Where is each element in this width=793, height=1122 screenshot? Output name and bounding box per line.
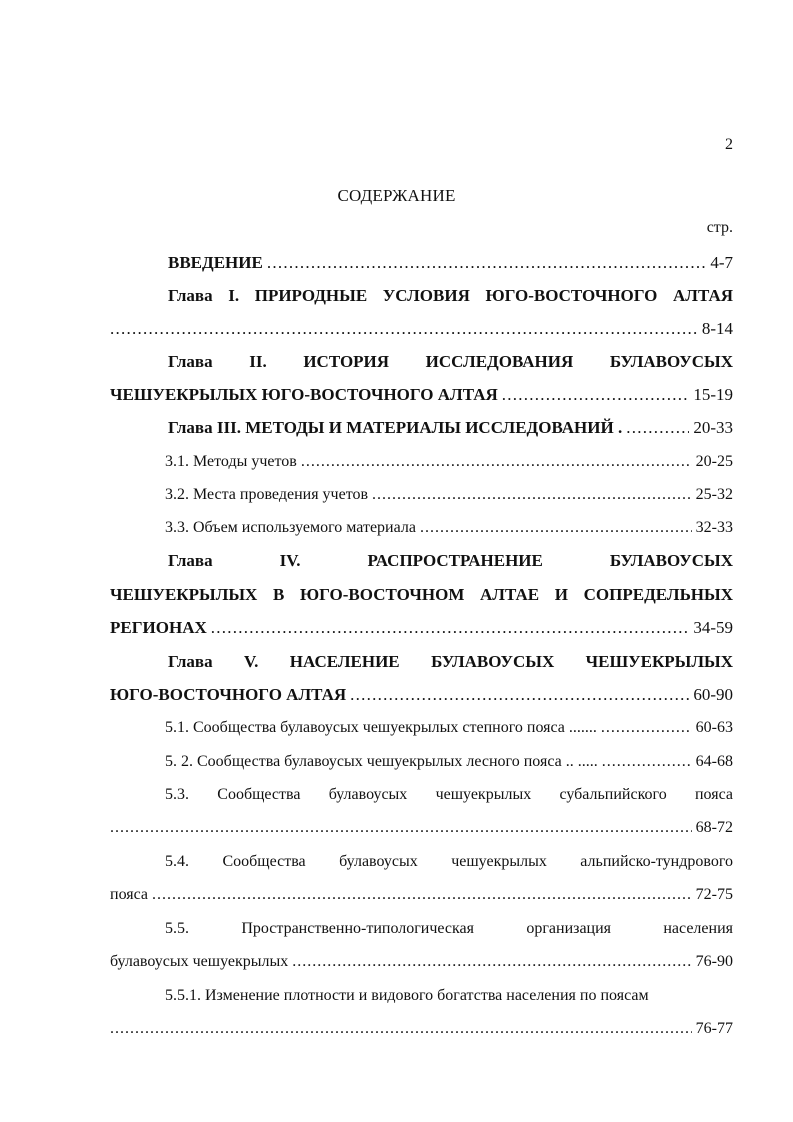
leader-dots: [350, 683, 689, 707]
toc-entry-pages: 64-68: [695, 753, 733, 770]
toc-entry-title: 5. 2. Сообщества булавоусых чешуекрылых лесного пояса .. .....: [165, 753, 598, 770]
leader-dots: [420, 516, 692, 540]
page-number: 2: [725, 136, 733, 153]
toc-entry-section-3-2: [165, 483, 733, 507]
toc-entry-intro: [168, 251, 733, 275]
toc-entry-title: 3.3. Объем используемого материала: [165, 519, 416, 536]
toc-entry-section-5-1: [165, 716, 733, 740]
toc-entry-title: пояса: [110, 886, 149, 903]
toc-entry-pages: 60-90: [693, 685, 733, 704]
toc-entry-title: РЕГИОНАХ: [110, 618, 207, 637]
toc-entry-chapter-2-line2: [110, 383, 733, 407]
toc-entry-pages: 25-32: [695, 486, 733, 503]
toc-entry-title: ВВЕДЕНИЕ: [168, 253, 263, 272]
toc-entry-pages: 34-59: [693, 618, 733, 637]
toc-entry-pages: 4-7: [710, 253, 733, 272]
toc-entry-section-5-3-line2: [110, 816, 733, 840]
leader-dots: [110, 1017, 692, 1041]
toc-entry-chapter-4-line3: [110, 616, 733, 640]
toc-entry-pages: 72-75: [695, 886, 733, 903]
leader-dots: [152, 883, 692, 907]
toc-entry-pages: 32-33: [695, 519, 733, 536]
toc-entry-title: Глава III. МЕТОДЫ И МАТЕРИАЛЫ ИССЛЕДОВАНИЙ .: [168, 418, 623, 437]
toc-entry-title: 5.1. Сообщества булавоусых чешуекрылых степного пояса .......: [165, 719, 597, 736]
toc-entry-section-5-4-line2: [110, 883, 733, 907]
toc-entry-pages: 76-77: [695, 1020, 733, 1037]
toc-entry-chapter-2-line1: Глава II. ИСТОРИЯ ИССЛЕДОВАНИЯ БУЛАВОУСЫХ: [168, 352, 733, 371]
toc-entry-section-3-1: [165, 450, 733, 474]
toc-entry-title: 3.2. Места проведения учетов: [165, 486, 369, 503]
toc-entry-title: 3.1. Методы учетов: [165, 453, 297, 470]
leader-dots: [292, 950, 691, 974]
toc-entry-pages: 15-19: [693, 385, 733, 404]
toc-entry-pages: 8-14: [701, 319, 733, 338]
toc-entry-pages: 20-25: [695, 453, 733, 470]
toc-entry-chapter-4-line1: Глава IV. РАСПРОСТРАНЕНИЕ БУЛАВОУСЫХ: [168, 551, 733, 570]
leader-dots: [211, 616, 690, 640]
toc-entry-chapter-5-line1: Глава V. НАСЕЛЕНИЕ БУЛАВОУСЫХ ЧЕШУЕКРЫЛЫХ: [168, 652, 733, 671]
toc-entry-chapter-1-line1: Глава I. ПРИРОДНЫЕ УСЛОВИЯ ЮГО-ВОСТОЧНОГО АЛТАЯ: [168, 286, 733, 305]
spacer: [601, 716, 692, 740]
toc-entry-chapter-3: [168, 416, 733, 440]
toc-entry-chapter-4-line2: ЧЕШУЕКРЫЛЫХ В ЮГО-ВОСТОЧНОМ АЛТАЕ И СОПРЕДЕЛЬНЫХ: [110, 585, 733, 604]
toc-title: СОДЕРЖАНИЕ: [337, 186, 456, 205]
toc-entry-pages: 76-90: [695, 953, 733, 970]
leader-dots: [372, 483, 692, 507]
toc-entry-section-5-2: [165, 750, 733, 774]
toc-entry-chapter-1-line2: [110, 317, 733, 341]
toc-entry-section-5-5-1-line1: 5.5.1. Изменение плотности и видового богатства населения по поясам: [165, 987, 649, 1004]
toc-entry-pages: 60-63: [695, 719, 733, 736]
leader-dots: [301, 450, 692, 474]
leader-dots: [267, 251, 706, 275]
toc-entry-section-5-5-line2: [110, 950, 733, 974]
toc-entry-section-3-3: [165, 516, 733, 540]
spacer: [602, 750, 692, 774]
toc-entry-section-5-3-line1: 5.3. Сообщества булавоусых чешуекрылых субальпийского пояса: [165, 786, 733, 803]
toc-entry-section-5-5-1-line2: [110, 1017, 733, 1041]
toc-entry-chapter-5-line2: [110, 683, 733, 707]
toc-entry-title: ЧЕШУЕКРЫЛЫХ ЮГО-ВОСТОЧНОГО АЛТАЯ: [110, 385, 498, 404]
toc-entry-pages: 68-72: [695, 819, 733, 836]
toc-entry-section-5-4-line1: 5.4. Сообщества булавоусых чешуекрылых альпийско-тундрового: [165, 853, 733, 870]
toc-entry-pages: 20-33: [693, 418, 733, 437]
toc-entry-title: булавоусых чешуекрылых: [110, 953, 289, 970]
leader-dots: [110, 317, 698, 341]
leader-dots: [502, 383, 690, 407]
pages-column-label: стр.: [706, 219, 733, 236]
leader-dots: [110, 816, 692, 840]
spacer: [626, 416, 689, 440]
toc-entry-section-5-5-line1: 5.5. Пространственно-типологическая организация населения: [165, 920, 733, 937]
toc-entry-title: ЮГО-ВОСТОЧНОГО АЛТАЯ: [110, 685, 347, 704]
